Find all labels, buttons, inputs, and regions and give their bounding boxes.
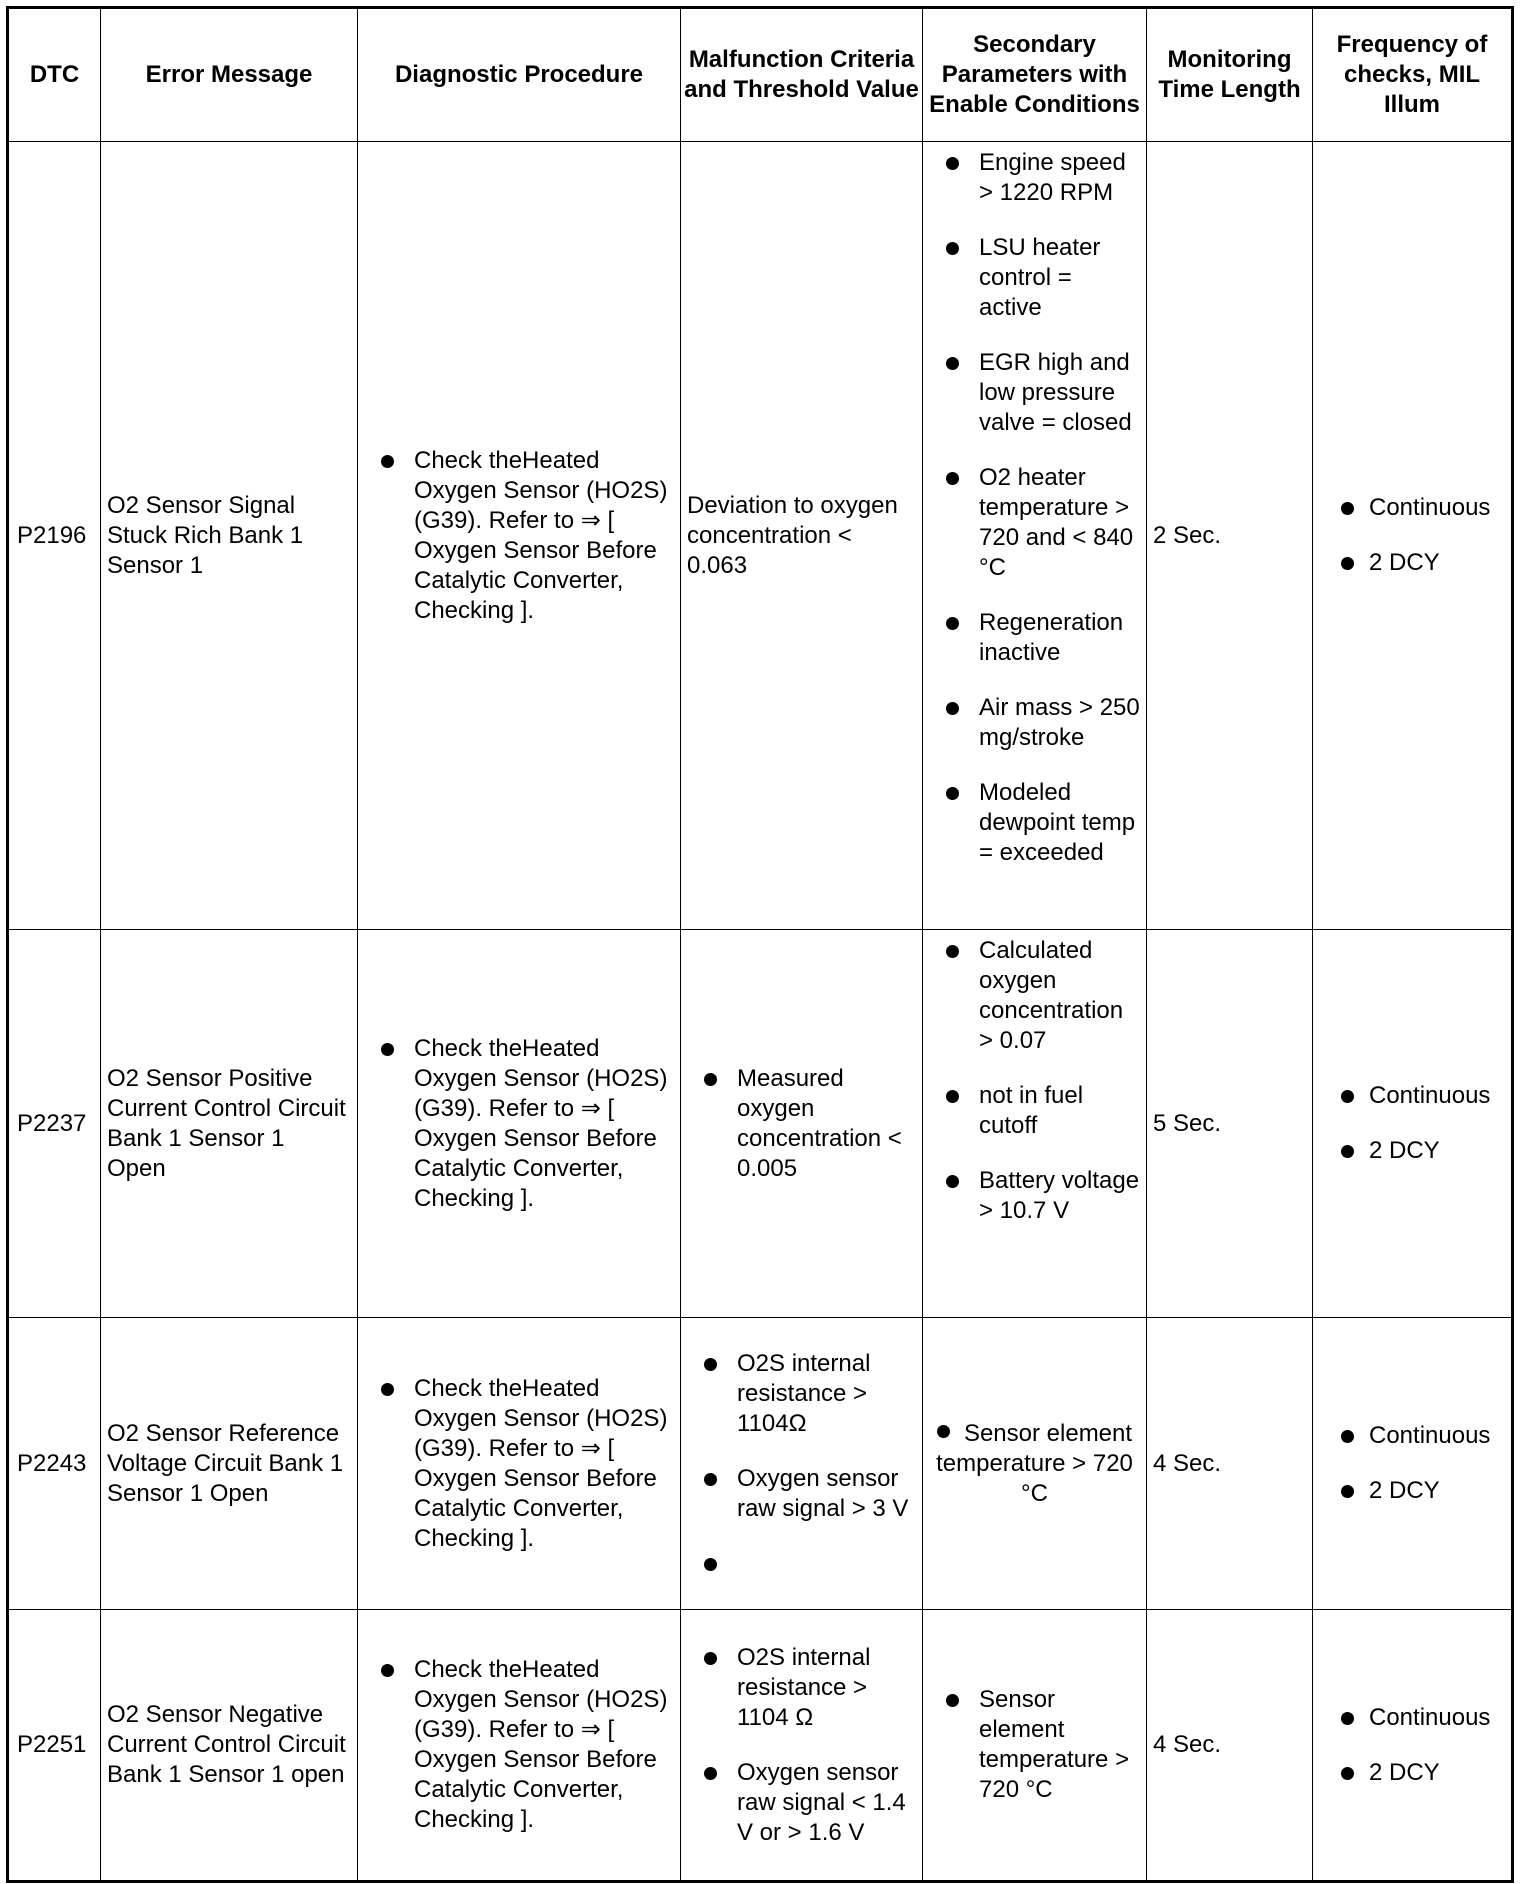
error-message-cell	[101, 1318, 358, 1610]
dtc-code: P2196	[17, 521, 87, 549]
frequency-item: Continuous	[1313, 1703, 1511, 1733]
frequency-list	[1313, 493, 1511, 578]
secondary-item-centered	[923, 1419, 1146, 1509]
procedure-item: Check theHeated Oxygen Sensor (HO2S) (G39). Refer to ⇒ [ Oxygen Sensor Before Catalytic Converter, Checking ].	[358, 1034, 680, 1214]
secondary-cell	[923, 142, 1147, 930]
header-error-message: Error Message	[101, 8, 358, 142]
dtc-code: P2243	[17, 1449, 87, 1477]
secondary-item: Regeneration inactive	[923, 608, 1146, 668]
malfunction-item: Oxygen sensor raw signal < 1.4 V or > 1.6 V	[681, 1758, 922, 1848]
procedure-item: Check theHeated Oxygen Sensor (HO2S) (G39). Refer to ⇒ [ Oxygen Sensor Before Catalytic Converter, Checking ].	[358, 1374, 680, 1554]
malfunction-cell	[681, 1318, 923, 1610]
frequency-item: Continuous	[1313, 1421, 1511, 1451]
procedure-cell	[358, 930, 681, 1318]
procedure-list	[358, 1374, 680, 1554]
error-message-cell	[101, 930, 358, 1318]
malfunction-item: Measured oxygen concentration < 0.005	[681, 1064, 922, 1184]
header-secondary-parameters: Secondary Parameters with Enable Conditions	[923, 8, 1147, 142]
error-message-cell	[101, 142, 358, 930]
secondary-list	[923, 1685, 1146, 1805]
error-message: O2 Sensor Reference Voltage Circuit Bank 1 Sensor 1 Open	[107, 1419, 344, 1507]
secondary-item: O2 heater temperature > 720 and < 840 °C	[923, 463, 1146, 583]
dtc-code: P2237	[17, 1109, 87, 1137]
procedure-item: Check theHeated Oxygen Sensor (HO2S) (G39). Refer to ⇒ [ Oxygen Sensor Before Catalytic Converter, Checking ].	[358, 446, 680, 626]
secondary-list	[923, 936, 1146, 1226]
secondary-item: not in fuel cutoff	[923, 1081, 1146, 1141]
frequency-item: Continuous	[1313, 493, 1511, 523]
secondary-cell	[923, 1318, 1147, 1610]
table-row	[8, 930, 1513, 1318]
malfunction-cell	[681, 1610, 923, 1882]
dtc-code-cell	[8, 142, 101, 930]
frequency-cell	[1313, 142, 1513, 930]
error-message-cell	[101, 1610, 358, 1882]
header-dtc: DTC	[8, 8, 101, 142]
malfunction-item: O2S internal resistance > 1104Ω	[681, 1349, 922, 1439]
procedure-cell	[358, 142, 681, 930]
dtc-code: P2251	[17, 1731, 87, 1758]
error-message: O2 Sensor Positive Current Control Circuit Bank 1 Sensor 1 Open	[107, 1064, 346, 1182]
dtc-code-cell	[8, 1318, 101, 1610]
table-row	[8, 1318, 1513, 1610]
frequency-item: 2 DCY	[1313, 548, 1511, 578]
procedure-list	[358, 1034, 680, 1214]
header-monitoring-time: Monitoring Time Length	[1147, 8, 1313, 142]
malfunction-text: Deviation to oxygen concentration < 0.063	[687, 491, 898, 579]
header-malfunction-criteria: Malfunction Criteria and Threshold Value	[681, 8, 923, 142]
monitoring-cell	[1147, 1610, 1313, 1882]
table-row	[8, 142, 1513, 930]
malfunction-item: O2S internal resistance > 1104 Ω	[681, 1643, 922, 1733]
dtc-table-container	[6, 6, 1511, 1878]
secondary-cell	[923, 930, 1147, 1318]
malfunction-list	[681, 1064, 922, 1184]
error-message: O2 Sensor Signal Stuck Rich Bank 1 Sensor 1	[107, 491, 304, 579]
frequency-cell	[1313, 930, 1513, 1318]
monitoring-cell	[1147, 1318, 1313, 1610]
procedure-cell	[358, 1318, 681, 1610]
secondary-item: Sensor element temperature > 720 °C	[936, 1419, 1133, 1507]
frequency-list	[1313, 1081, 1511, 1166]
secondary-item: EGR high and low pressure valve = closed	[923, 348, 1146, 438]
frequency-item: 2 DCY	[1313, 1758, 1511, 1788]
secondary-item: Calculated oxygen concentration > 0.07	[923, 936, 1146, 1056]
malfunction-item: Oxygen sensor raw signal > 3 V	[681, 1464, 922, 1524]
frequency-list	[1313, 1421, 1511, 1506]
header-diagnostic-procedure: Diagnostic Procedure	[358, 8, 681, 142]
monitoring-cell	[1147, 142, 1313, 930]
monitoring-cell	[1147, 930, 1313, 1318]
frequency-item: 2 DCY	[1313, 1476, 1511, 1506]
monitoring-time: 2 Sec.	[1153, 521, 1222, 549]
dtc-table	[6, 6, 1514, 1883]
malfunction-list	[681, 1643, 922, 1848]
secondary-cell	[923, 1610, 1147, 1882]
procedure-list	[358, 446, 680, 626]
dtc-code-cell	[8, 930, 101, 1318]
bullet-icon	[937, 1425, 950, 1438]
frequency-list	[1313, 1703, 1511, 1788]
secondary-item: Battery voltage > 10.7 V	[923, 1166, 1146, 1226]
header-row	[8, 8, 1513, 142]
table-row	[8, 1610, 1513, 1882]
procedure-cell	[358, 1610, 681, 1882]
secondary-list	[923, 148, 1146, 868]
frequency-cell	[1313, 1318, 1513, 1610]
monitoring-time: 4 Sec.	[1153, 1449, 1222, 1477]
frequency-item: 2 DCY	[1313, 1136, 1511, 1166]
monitoring-time: 4 Sec.	[1153, 1731, 1222, 1758]
procedure-list	[358, 1655, 680, 1835]
procedure-item: Check theHeated Oxygen Sensor (HO2S) (G39). Refer to ⇒ [ Oxygen Sensor Before Catalytic Converter, Checking ].	[358, 1655, 680, 1835]
secondary-item: Modeled dewpoint temp = exceeded	[923, 778, 1146, 868]
header-frequency: Frequency of checks, MIL Illum	[1313, 8, 1513, 142]
error-message: O2 Sensor Negative Current Control Circuit Bank 1 Sensor 1 open	[107, 1701, 346, 1788]
secondary-item: Air mass > 250 mg/stroke	[923, 693, 1146, 753]
monitoring-time: 5 Sec.	[1153, 1109, 1222, 1137]
secondary-item: Engine speed > 1220 RPM	[923, 148, 1146, 208]
malfunction-cell	[681, 142, 923, 930]
malfunction-list	[681, 1349, 922, 1579]
secondary-item: Sensor element temperature > 720 °C	[923, 1685, 1146, 1805]
frequency-cell	[1313, 1610, 1513, 1882]
frequency-item: Continuous	[1313, 1081, 1511, 1111]
dtc-code-cell	[8, 1610, 101, 1882]
malfunction-cell	[681, 930, 923, 1318]
malfunction-item	[681, 1549, 922, 1579]
secondary-item: LSU heater control = active	[923, 233, 1146, 323]
